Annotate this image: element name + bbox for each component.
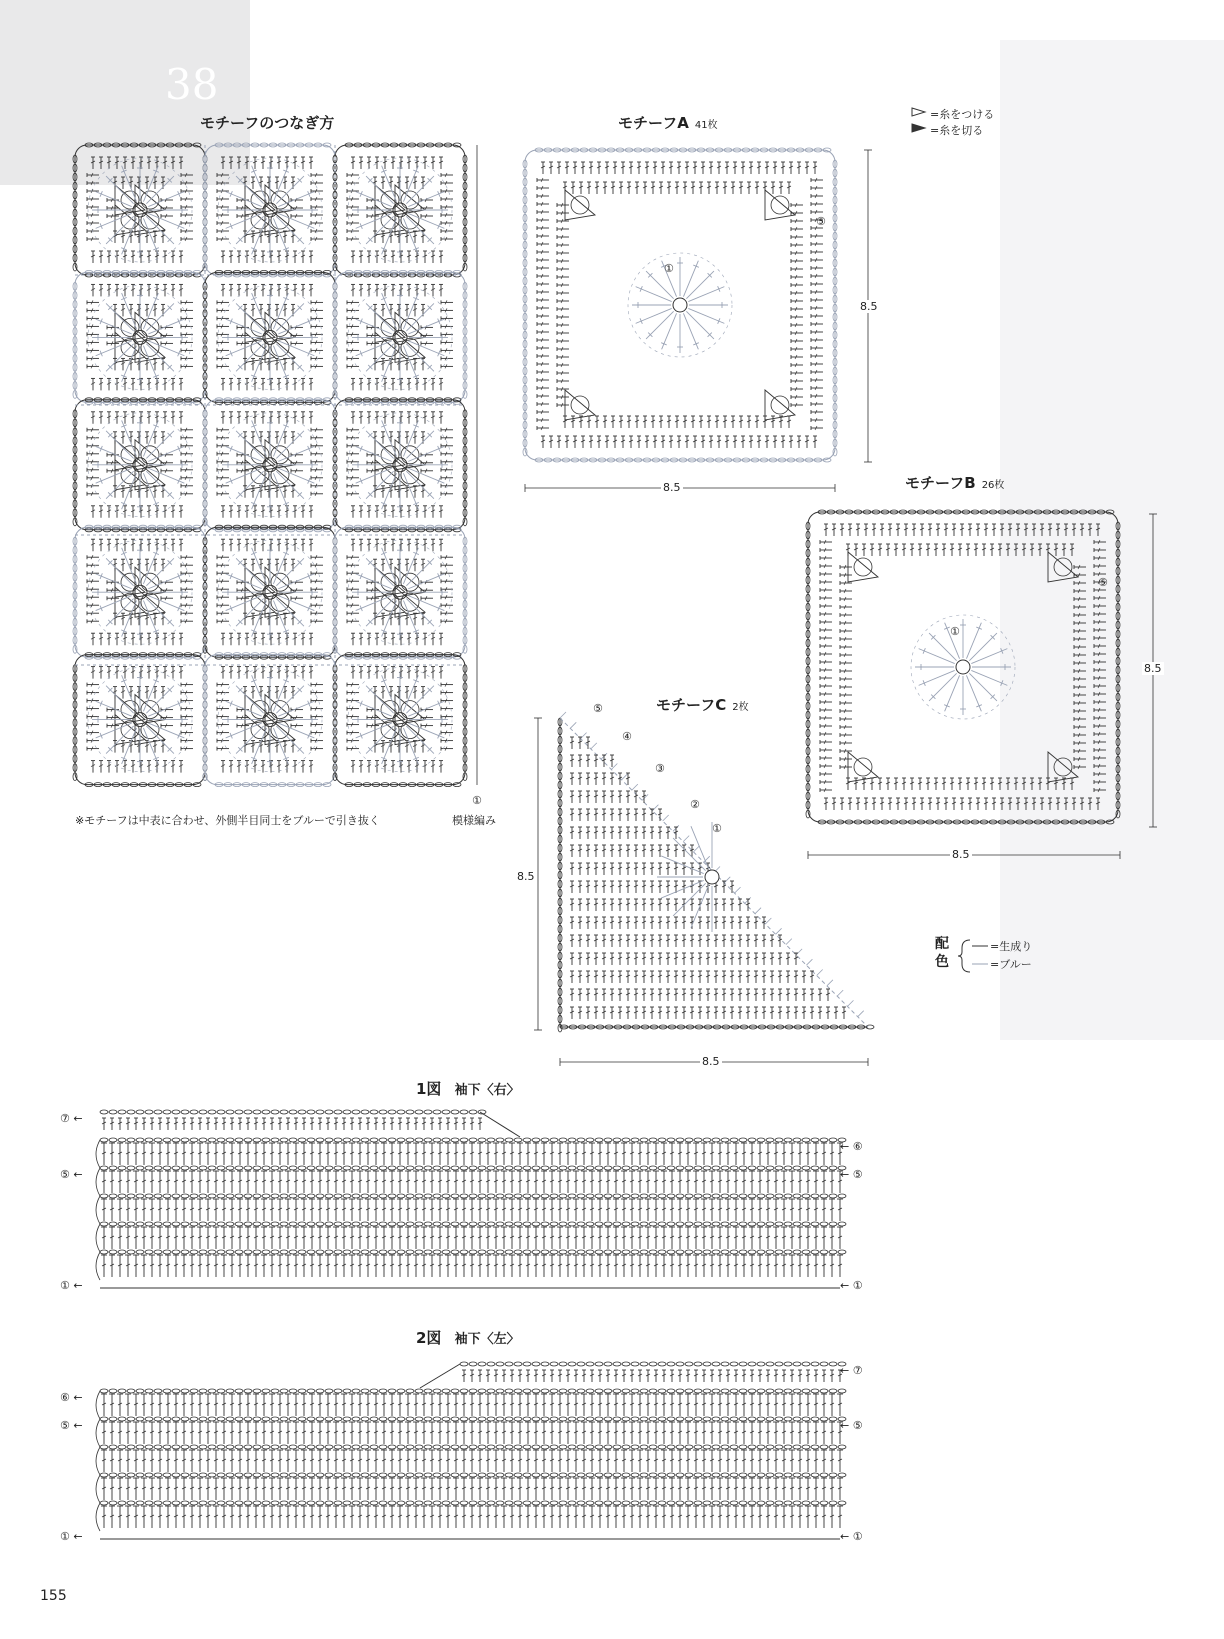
join-pattern-label: 模様編み	[452, 814, 496, 827]
fig2-right-row-1: ← ①	[840, 1530, 863, 1543]
fig1-chart	[96, 1110, 846, 1288]
motif-b-height: 8.5	[1144, 662, 1162, 675]
motif-a-round-start: ①	[664, 262, 674, 275]
legend-cut-label: =糸を切る	[930, 124, 984, 137]
join-start-mark: ①	[472, 794, 482, 807]
fig2-right-row-5: ← ⑤	[840, 1419, 863, 1432]
motif-b-count: 26枚	[981, 480, 1005, 491]
color-legend-label: 配色	[935, 936, 949, 970]
page-number: 155	[40, 1588, 67, 1604]
fig2-chart	[96, 1362, 846, 1539]
motif-b-round-start: ①	[950, 625, 960, 638]
fig2-left-row-6: ⑥ ←	[60, 1391, 83, 1404]
join-diagram	[73, 143, 481, 793]
legend-symbols	[912, 108, 988, 972]
motif-c-title	[656, 694, 749, 715]
fig2-left-row-5: ⑤ ←	[60, 1419, 83, 1432]
fig1-title	[416, 1078, 520, 1099]
motif-c-round-3: ③	[655, 762, 665, 775]
motif-c-round-2: ②	[690, 798, 700, 811]
fig1-name: 1図	[416, 1080, 442, 1098]
motif-a-chart	[523, 148, 837, 462]
motif-c-height: 8.5	[517, 870, 535, 883]
motif-c-count: 2枚	[732, 702, 749, 713]
fig2-title	[416, 1327, 520, 1348]
motif-c-width: 8.5	[702, 1055, 720, 1068]
motif-c-round-1: ①	[712, 822, 722, 835]
fig2-left-row-1: ① ←	[60, 1530, 83, 1543]
motif-a-title	[618, 112, 718, 133]
motif-a-name: モチーフA	[618, 114, 689, 132]
motif-b-width: 8.5	[952, 848, 970, 861]
motif-a-count: 41枚	[694, 120, 718, 131]
legend-attach-label: =糸をつける	[930, 108, 995, 121]
motif-c-chart	[558, 712, 874, 1032]
join-title: モチーフのつなぎ方	[200, 114, 335, 132]
fig1-right-row-1: ← ①	[840, 1279, 863, 1292]
motif-b-title	[905, 472, 1004, 493]
motif-c-name: モチーフC	[656, 696, 727, 714]
motif-b-chart	[806, 510, 1120, 824]
color-blue-label: =ブルー	[990, 958, 1032, 971]
fig1-subtitle: 袖下〈右〉	[454, 1083, 520, 1098]
motif-a-height: 8.5	[860, 300, 878, 313]
fig1-right-row-6: ← ⑥	[840, 1140, 863, 1153]
fig2-subtitle: 袖下〈左〉	[454, 1332, 520, 1347]
fig2-right-row-7: ← ⑦	[840, 1364, 863, 1377]
join-note: ※モチーフは中表に合わせ、外側半目同士をブルーで引き抜く	[75, 814, 380, 827]
fig1-left-row-5: ⑤ ←	[60, 1168, 83, 1181]
color-natural-label: =生成り	[990, 940, 1033, 953]
fig1-right-row-5: ← ⑤	[840, 1168, 863, 1181]
motif-a-width: 8.5	[663, 481, 681, 494]
book-number: 38	[165, 60, 219, 109]
fig1-left-row-7: ⑦ ←	[60, 1112, 83, 1125]
motif-a-round-end: ⑤	[816, 215, 826, 228]
motif-c-round-5: ⑤	[593, 702, 603, 715]
fig2-name: 2図	[416, 1329, 442, 1347]
fig1-left-row-1: ① ←	[60, 1279, 83, 1292]
motif-c-round-4: ④	[622, 730, 632, 743]
motif-b-name: モチーフB	[905, 474, 976, 492]
motif-b-round-end: ⑤	[1098, 576, 1108, 589]
